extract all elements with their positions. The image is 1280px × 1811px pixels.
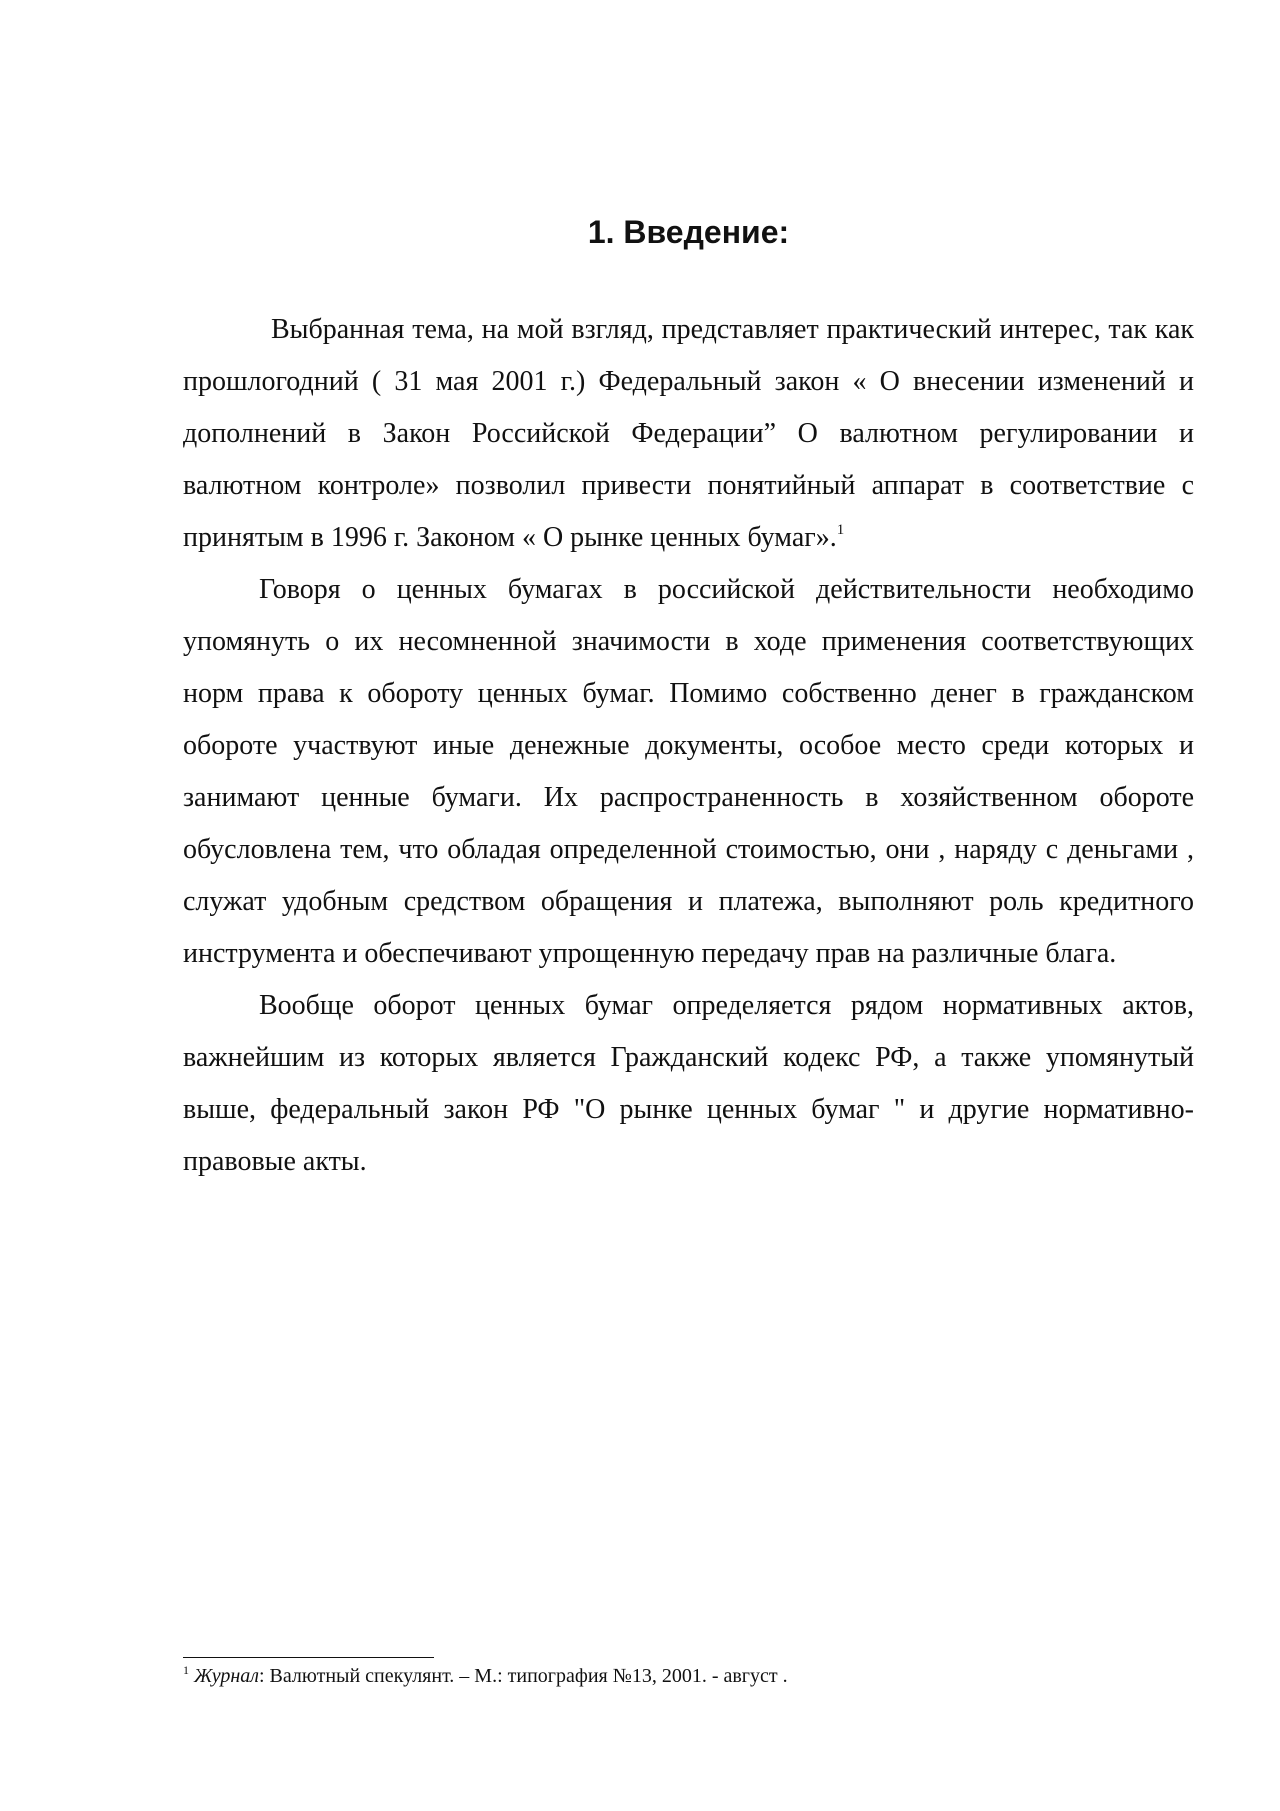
footnote [183, 1662, 1194, 1690]
paragraph-2 [183, 564, 1194, 980]
section-heading: 1. Введение: [587, 214, 790, 250]
paragraph-1 [183, 304, 1194, 564]
footnote-number: 1 [183, 1663, 189, 1677]
paragraph-3-text: Вообще оборот ценных бумаг определяется рядом нормативных актов, важнейшим из которых является Гражданский кодекс РФ, а также упомянутый выше, федеральный закон РФ "О рынке ценных бумаг " и другие нормативно-правовые акты. [183, 990, 1194, 1177]
footnote-reference[interactable]: 1 [836, 522, 845, 538]
body-text [183, 304, 1194, 1188]
paragraph-2-text: Говоря о ценных бумагах в российской действительности необходимо упомянуть о их несомненной значимости в ходе применения соответствующих норм права к обороту ценных бумаг. Помимо собственно денег в гражданском обороте участвуют иные денежные документы, особое место среди которых и занимают ценные бумаги. Их распространенность в хозяйственном обороте обусловлена тем, что обладая определенной стоимостью, они , наряду с деньгами , служат удобным средством обращения и платежа, выполняют роль кредитного инструмента и обеспечивают упрощенную передачу прав на различные блага. [183, 574, 1194, 969]
footnote-separator [183, 1657, 434, 1658]
footnote-source-text: : Валютный спекулянт. – М.: типография №13, 2001. - август . [258, 1665, 788, 1687]
paragraph-1-text: Выбранная тема, на мой взгляд, представляет практический интерес, так как прошлогодний ( 31 мая 2001 г.) Федеральный закон « О внесении изменений и дополнений в Закон Российской Федерации” О валютном регулировании и валютном контроле» позволил привести понятийный аппарат в соответствие с принятым в 1996 г. Законом « О рынке ценных бумаг». [183, 314, 1194, 553]
footnote-source-italic: Журнал [194, 1665, 259, 1687]
paragraph-3 [183, 980, 1194, 1188]
